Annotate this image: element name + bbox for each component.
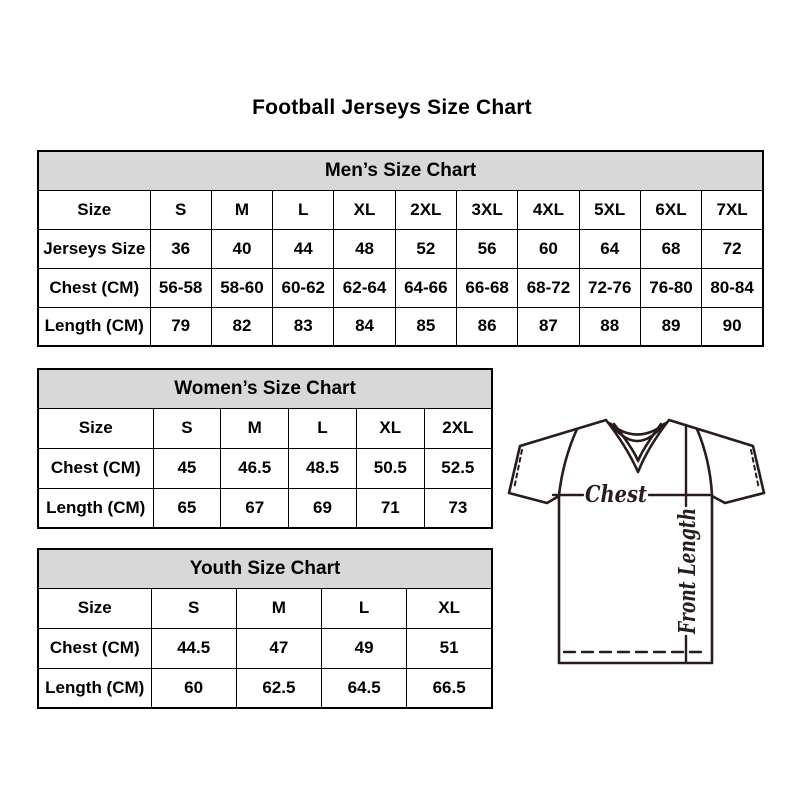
value-cell: 40: [211, 229, 272, 268]
value-cell: 72-76: [579, 268, 640, 307]
table-row: [38, 408, 492, 448]
value-cell: 58-60: [211, 268, 272, 307]
value-cell: 51: [407, 628, 492, 668]
row-label-cell: Size: [38, 588, 151, 628]
value-cell: 89: [640, 307, 701, 346]
row-label-cell: Size: [38, 408, 153, 448]
value-cell: M: [211, 190, 272, 229]
table-row: [38, 628, 492, 668]
value-cell: 60: [151, 668, 236, 708]
value-cell: 87: [518, 307, 579, 346]
value-cell: 52.5: [424, 448, 492, 488]
mens-table-title: Men’s Size Chart: [38, 151, 763, 190]
row-label-cell: Length (CM): [38, 488, 153, 528]
value-cell: 49: [322, 628, 407, 668]
value-cell: 47: [236, 628, 321, 668]
value-cell: 56: [456, 229, 517, 268]
value-cell: 5XL: [579, 190, 640, 229]
row-label-cell: Chest (CM): [38, 628, 151, 668]
value-cell: 66.5: [407, 668, 492, 708]
value-cell: 64-66: [395, 268, 456, 307]
table-row: [38, 488, 492, 528]
value-cell: 83: [273, 307, 334, 346]
value-cell: 86: [456, 307, 517, 346]
page-title: Football Jerseys Size Chart: [252, 96, 532, 119]
value-cell: 64.5: [322, 668, 407, 708]
table-row: [38, 268, 763, 307]
youth-size-table: [37, 548, 493, 709]
value-cell: 46.5: [221, 448, 289, 488]
value-cell: L: [322, 588, 407, 628]
row-label-cell: Size: [38, 190, 150, 229]
womens-table-title: Women’s Size Chart: [38, 369, 492, 408]
front-length-label: Front Length: [674, 464, 701, 634]
value-cell: 60-62: [273, 268, 334, 307]
mens-size-table: [37, 150, 764, 347]
value-cell: 56-58: [150, 268, 211, 307]
value-cell: 65: [153, 488, 221, 528]
table-row: [38, 190, 763, 229]
value-cell: 80-84: [702, 268, 763, 307]
table-row: [38, 229, 763, 268]
table-row: [38, 668, 492, 708]
row-label-cell: Chest (CM): [38, 268, 150, 307]
value-cell: 68-72: [518, 268, 579, 307]
value-cell: 50.5: [356, 448, 424, 488]
table-row: [38, 448, 492, 488]
value-cell: M: [236, 588, 321, 628]
value-cell: S: [153, 408, 221, 448]
value-cell: 84: [334, 307, 395, 346]
value-cell: 60: [518, 229, 579, 268]
row-label-cell: Length (CM): [38, 307, 150, 346]
womens-size-table: [37, 368, 493, 529]
value-cell: 73: [424, 488, 492, 528]
value-cell: 71: [356, 488, 424, 528]
row-label-cell: Chest (CM): [38, 448, 153, 488]
value-cell: 36: [150, 229, 211, 268]
value-cell: XL: [334, 190, 395, 229]
row-label-cell: Jerseys Size: [38, 229, 150, 268]
value-cell: 48.5: [289, 448, 357, 488]
chest-label: Chest: [585, 481, 648, 508]
value-cell: 85: [395, 307, 456, 346]
value-cell: 69: [289, 488, 357, 528]
value-cell: 82: [211, 307, 272, 346]
value-cell: XL: [407, 588, 492, 628]
value-cell: 44.5: [151, 628, 236, 668]
value-cell: 66-68: [456, 268, 517, 307]
value-cell: M: [221, 408, 289, 448]
value-cell: 48: [334, 229, 395, 268]
row-label-cell: Length (CM): [38, 668, 151, 708]
youth-table-title: Youth Size Chart: [38, 549, 492, 588]
value-cell: XL: [356, 408, 424, 448]
value-cell: 45: [153, 448, 221, 488]
table-row: [38, 307, 763, 346]
value-cell: 79: [150, 307, 211, 346]
value-cell: 52: [395, 229, 456, 268]
jersey-measurement-diagram: [498, 403, 798, 678]
value-cell: 62.5: [236, 668, 321, 708]
value-cell: S: [151, 588, 236, 628]
value-cell: 76-80: [640, 268, 701, 307]
value-cell: 4XL: [518, 190, 579, 229]
value-cell: 44: [273, 229, 334, 268]
value-cell: 72: [702, 229, 763, 268]
value-cell: 6XL: [640, 190, 701, 229]
value-cell: 67: [221, 488, 289, 528]
value-cell: 3XL: [456, 190, 517, 229]
value-cell: L: [289, 408, 357, 448]
value-cell: 90: [702, 307, 763, 346]
value-cell: 88: [579, 307, 640, 346]
value-cell: 7XL: [702, 190, 763, 229]
table-row: [38, 588, 492, 628]
value-cell: 68: [640, 229, 701, 268]
value-cell: S: [150, 190, 211, 229]
value-cell: 62-64: [334, 268, 395, 307]
value-cell: 2XL: [395, 190, 456, 229]
value-cell: L: [273, 190, 334, 229]
value-cell: 64: [579, 229, 640, 268]
value-cell: 2XL: [424, 408, 492, 448]
